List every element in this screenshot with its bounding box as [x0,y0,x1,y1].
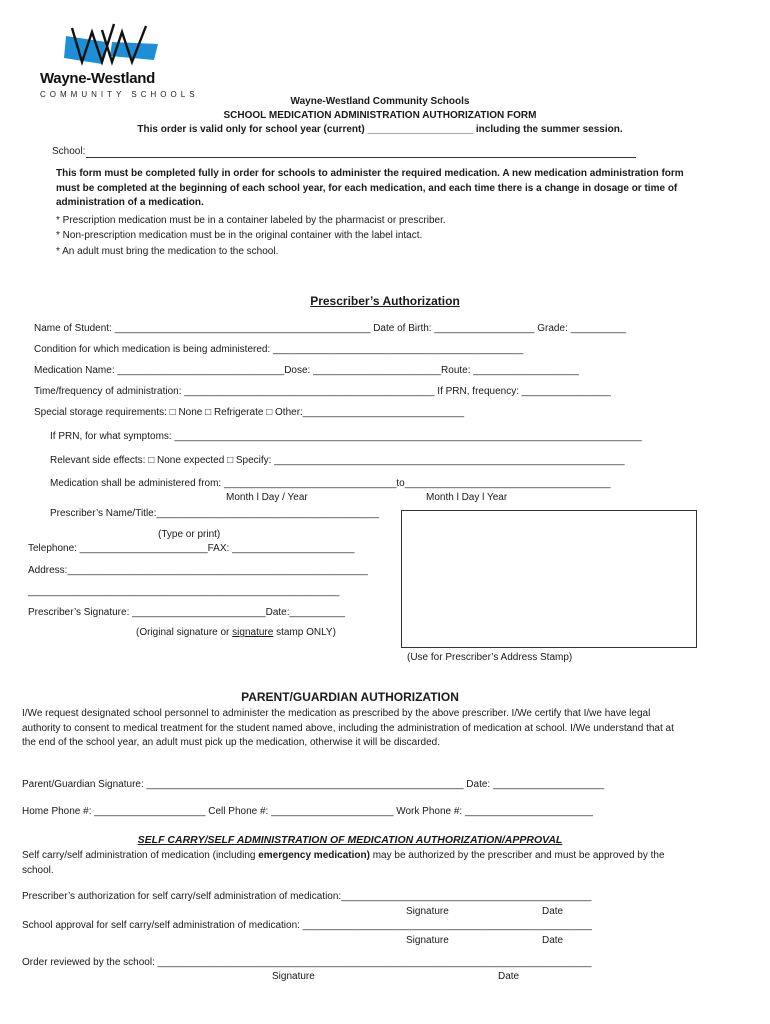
prn-symptoms-field[interactable]: If PRN, for what symptoms: ____________________________________________________________________________________ [50,431,642,442]
prescriber-self-carry-field[interactable]: Prescriber’s authorization for self carry/self administration of medication:_____________________________________________ [22,891,592,902]
time-frequency-field[interactable]: Time/frequency of administration: _____________________________________________ If PRN, frequency: ________________ [34,386,611,397]
parent-heading: PARENT/GUARDIAN AUTHORIZATION [241,690,459,704]
phone-fields[interactable]: Home Phone #: ____________________ Cell Phone #: ______________________ Work Phone #: _______________________ [22,806,593,817]
school-label: School: [52,146,86,157]
side-effects-field[interactable]: Relevant side effects: □ None expected □ Specify: _______________________________________________________________ [50,455,625,466]
address-stamp-box[interactable] [401,510,697,648]
stamp-caption: (Use for Prescriber’s Address Stamp) [407,652,573,663]
address-field[interactable]: Address:______________________________________________________ [28,565,368,576]
date-label-start: Month l Day / Year [226,492,308,503]
form-title: SCHOOL MEDICATION ADMINISTRATION AUTHORIZATION FORM [223,110,537,121]
signature-label: Signature [406,935,449,946]
validity-line: This order is valid only for school year (current) ___________________ including the summer session. [137,124,623,135]
order-reviewed-field[interactable]: Order reviewed by the school: ______________________________________________________________________________ [22,957,592,968]
signature-note: (Original signature or signature stamp ONLY) [136,627,336,638]
signature-label: Signature [406,906,449,917]
instruction-bullet: * An adult must bring the medication to the school. [56,246,279,257]
parent-signature-field[interactable]: Parent/Guardian Signature: _________________________________________________________ Date: ____________________ [22,779,605,790]
instruction-bullet: * Prescription medication must be in a container labeled by the pharmacist or prescriber. [56,215,446,226]
parent-statement: I/We request designated school personnel to administer the medication as prescribed by the above prescriber. I/We certify that I/we have legal authority to consent to medical treatment for the student named above, including the administration of medication at school. I/We understand that at the end of the school year, an adult must pick up the medication, otherwise it will be discarded. [22,708,674,748]
school-approval-field[interactable]: School approval for self carry/self administration of medication: ____________________________________________________ [22,920,592,931]
signature-label: Signature [272,971,315,982]
logo-wordmark: Wayne-Westland [40,70,155,87]
instruction-bullet: * Non-prescription medication must be in the original container with the label intact. [56,230,423,241]
prescriber-heading: Prescriber’s Authorization [310,294,460,308]
prescriber-name-field[interactable]: Prescriber’s Name/Title:________________________________________ [50,508,379,519]
medication-field[interactable]: Medication Name: ______________________________Dose: _______________________Route: ___________________ [34,365,579,376]
self-carry-text: Self carry/self administration of medication (including emergency medication) may be authorized by the prescriber and must be approved by the school. [22,850,665,876]
logo-subtitle: COMMUNITY SCHOOLS [40,90,199,99]
telephone-fax-field[interactable]: Telephone: _______________________FAX: ______________________ [28,543,355,554]
type-or-print-note: (Type or print) [158,529,221,540]
condition-field[interactable]: Condition for which medication is being administered: _____________________________________________ [34,344,524,355]
prescriber-signature-field[interactable]: Prescriber’s Signature: ________________________Date:__________ [28,607,346,618]
date-label: Date [498,971,520,982]
student-name-field[interactable]: Name of Student: ______________________________________________ Date of Birth: __________________ Grade: __________ [34,323,627,334]
school-input-line[interactable] [86,157,636,158]
org-name: Wayne-Westland Community Schools [290,96,470,107]
district-logo-icon [62,22,162,72]
date-label: Date [542,935,564,946]
self-carry-heading: SELF CARRY/SELF ADMINISTRATION OF MEDICATION AUTHORIZATION/APPROVAL [137,834,563,846]
date-label: Date [542,906,564,917]
address-line2-field[interactable]: ________________________________________________________ [28,586,340,597]
instructions-main: This form must be completed fully in order for schools to administer the required medication. A new medication administration form must be completed at the beginning of each school year, for each medication, and each time there is a change in dosage or time of administration of a medication. [56,168,684,208]
date-label-end: Month l Day l Year [426,492,508,503]
storage-field[interactable]: Special storage requirements: □ None □ Refrigerate □ Other:_____________________________ [34,407,465,418]
administered-from-field[interactable]: Medication shall be administered from: _______________________________to_____________________________________ [50,478,611,489]
